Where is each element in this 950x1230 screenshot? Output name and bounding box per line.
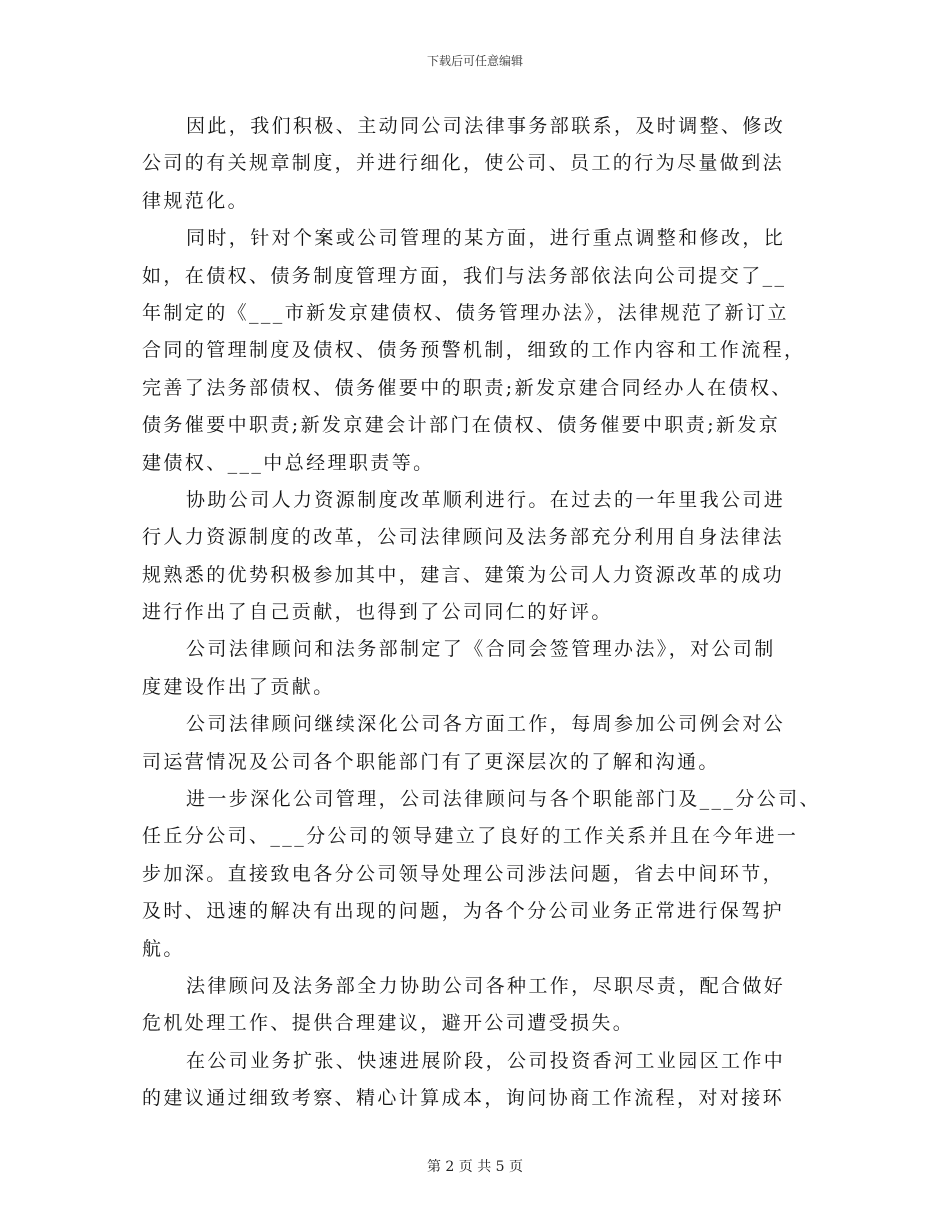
text-line: 年制定的《___市新发京建债权、债务管理办法》，法律规范了新订立 xyxy=(142,301,789,324)
page-footer: 第 2 页 共 5 页 xyxy=(426,1159,524,1175)
text-line: 法律顾问及法务部全力协助公司各种工作，尽职尽责，配合做好 xyxy=(186,974,786,997)
page-header: 下载后可任意编辑 xyxy=(426,54,523,68)
text-line: 任丘分公司、___分公司的领导建立了良好的工作关系并且在今年进一 xyxy=(142,825,799,848)
text-line: 公司的有关规章制度，并进行细化，使公司、员工的行为尽量做到法 xyxy=(142,152,785,175)
text-line: 度建设作出了贡献。 xyxy=(142,675,335,698)
text-line: 进一步深化公司管理，公司法律顾问与各个职能部门及___分公司、 xyxy=(186,788,821,811)
text-line: 步加深。直接致电各分公司领导处理公司涉法问题，省去中间环节， xyxy=(142,862,785,885)
text-line: 完善了法务部债权、债务催要中的职责;新发京建合同经办人在债权、 xyxy=(142,376,793,399)
document-body xyxy=(142,108,821,1118)
text-line: 规熟悉的优势积极参加其中，建言、建策为公司人力资源改革的成功 xyxy=(142,563,785,586)
text-line: 危机处理工作、提供合理建议，避开公司遭受损失。 xyxy=(142,1012,635,1035)
text-line: 进行作出了自己贡献，也得到了公司同仁的好评。 xyxy=(142,601,613,624)
text-line: 公司法律顾问继续深化公司各方面工作，每周参加公司例会对公 xyxy=(186,713,786,736)
text-line: 行人力资源制度的改革，公司法律顾问及法务部充分利用自身法律法 xyxy=(142,526,785,549)
text-line: 航。 xyxy=(142,937,185,960)
text-line: 债务催要中职责;新发京建会计部门在债权、债务催要中职责;新发京 xyxy=(142,414,781,437)
text-line: 协助公司人力资源制度改革顺利进行。在过去的一年里我公司进 xyxy=(186,488,786,511)
text-line: 如，在债权、债务制度管理方面，我们与法务部依法向公司提交了__ xyxy=(142,264,787,287)
text-line: 公司法律顾问和法务部制定了《合同会签管理办法》，对公司制 xyxy=(186,638,776,661)
text-line: 律规范化。 xyxy=(142,189,250,212)
text-line: 的建议通过细致考察、精心计算成本，询问协商工作流程，对对接环 xyxy=(142,1087,785,1110)
text-line: 在公司业务扩张、快速进展阶段，公司投资香河工业园区工作中 xyxy=(186,1049,786,1072)
text-line: 及时、迅速的解决有出现的问题，为各个分公司业务正常进行保驾护 xyxy=(142,900,785,923)
text-line: 合同的管理制度及债权、债务预警机制，细致的工作内容和工作流程， xyxy=(142,339,806,362)
text-line: 因此，我们积极、主动同公司法律事务部联系，及时调整、修改 xyxy=(186,115,786,137)
text-line: 司运营情况及公司各个职能部门有了更深层次的了解和沟通。 xyxy=(142,750,720,773)
text-line: 建债权、___中总经理职责等。 xyxy=(142,451,435,474)
text-line: 同时，针对个案或公司管理的某方面，进行重点调整和修改，比 xyxy=(186,227,786,250)
